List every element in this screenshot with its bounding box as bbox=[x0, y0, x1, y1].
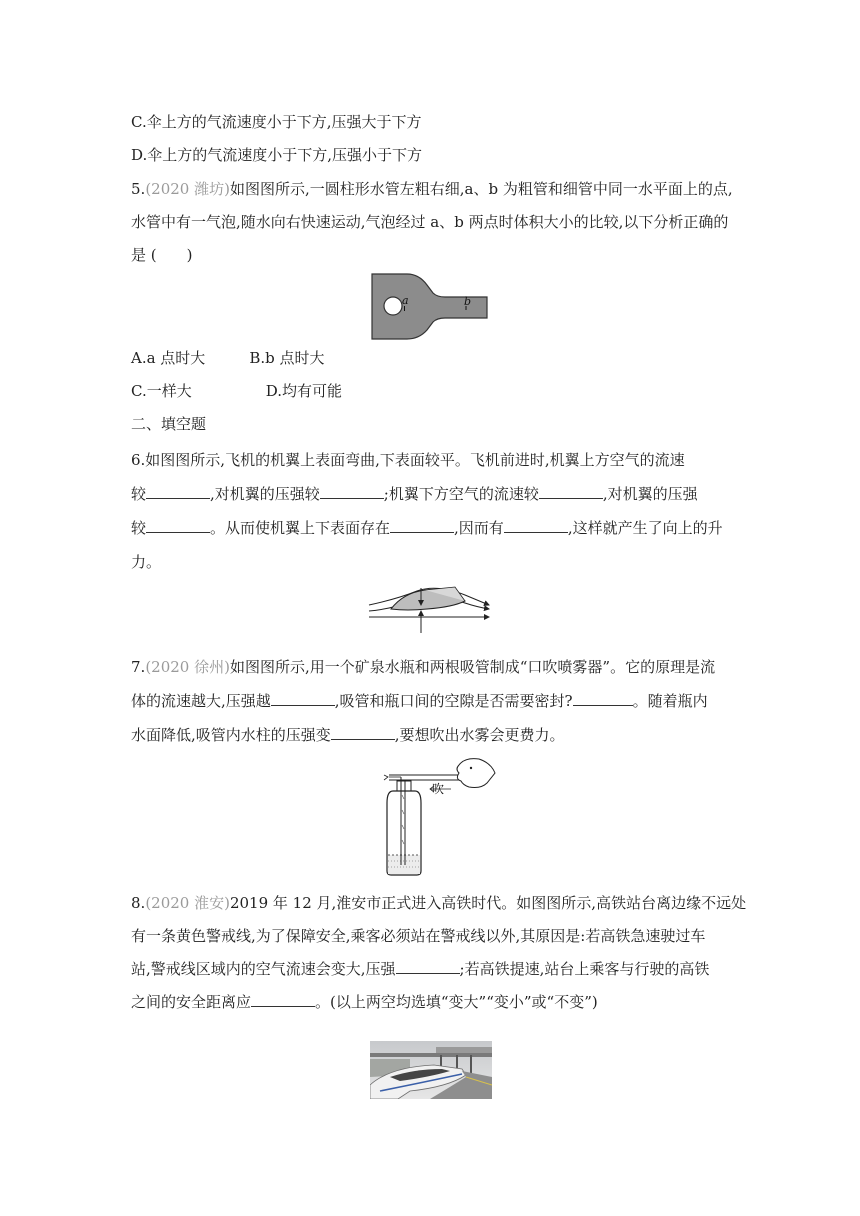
q8-source: (2020 淮安) bbox=[145, 894, 230, 912]
q6-text: ,对机翼的压强 bbox=[602, 485, 698, 503]
q8-text-1: 2019 年 12 月,淮安市正式进入高铁时代。如图图所示,高铁站台离边缘不远处 bbox=[229, 894, 747, 912]
air-bubble-icon bbox=[384, 297, 402, 315]
q5-line2: 水管中有一气泡,随水向右快速运动,气泡经过 a、b 两点时体积大小的比较,以下分析正确的 bbox=[131, 213, 729, 231]
q5-option-d: D.均有可能 bbox=[265, 382, 342, 400]
q6-text: 。从而使机翼上下表面存在 bbox=[210, 519, 391, 537]
q6-text: 较 bbox=[131, 485, 147, 503]
q6-line4: 力。 bbox=[131, 553, 162, 571]
q8-text: 。(以上两空均选填“变大”“变小”或“不变”) bbox=[315, 993, 598, 1011]
pipe-figure bbox=[371, 273, 489, 340]
answer-blank bbox=[390, 518, 454, 533]
q8-line1 bbox=[131, 893, 746, 913]
q4-option-c: C.伞上方的气流速度小于下方,压强大于下方 bbox=[131, 113, 422, 131]
face-icon bbox=[457, 759, 495, 788]
q7-line1 bbox=[131, 657, 715, 677]
q5-text-1: 如图图所示,一圆柱形水管左粗右细,a、b 为粗管和细管中同一水平面上的点, bbox=[229, 180, 733, 198]
q6-line3 bbox=[131, 518, 723, 538]
q7-text: 水面降低,吸管内水柱的压强变 bbox=[131, 726, 331, 744]
q7-text: 体的流速越大,压强越 bbox=[131, 692, 271, 710]
q8-line2: 有一条黄色警戒线,为了保障安全,乘客必须站在警戒线以外,其原因是:若高铁急速驶过车 bbox=[131, 927, 706, 945]
q5-option-c: C.一样大 bbox=[131, 382, 192, 400]
point-a-label: a bbox=[402, 294, 409, 307]
q6-text: ,这样就产生了向上的升 bbox=[567, 519, 723, 537]
q7-text: 。随着瓶内 bbox=[632, 692, 708, 710]
q8-text: ;若高铁提速,站台上乘客与行驶的高铁 bbox=[459, 960, 710, 978]
answer-blank bbox=[320, 484, 384, 499]
answer-blank bbox=[331, 725, 395, 740]
q7-line3 bbox=[131, 725, 565, 745]
q6-text: 较 bbox=[131, 519, 147, 537]
q6-text: ;机翼下方空气的流速较 bbox=[383, 485, 539, 503]
q7-source: (2020 徐州) bbox=[145, 658, 230, 676]
q8-line3 bbox=[131, 959, 709, 979]
q5-line1 bbox=[131, 179, 733, 199]
q4-option-d: D.伞上方的气流速度小于下方,压强小于下方 bbox=[131, 146, 423, 164]
answer-blank bbox=[504, 518, 568, 533]
answer-blank bbox=[573, 691, 633, 706]
train-photo bbox=[370, 1041, 492, 1099]
q7-text: ,吸管和瓶口间的空隙是否需要密封? bbox=[334, 692, 573, 710]
answer-blank bbox=[396, 959, 460, 974]
blow-label: 吹 bbox=[432, 782, 445, 796]
q5-option-b: B.b 点时大 bbox=[249, 349, 325, 367]
q6-text: ,因而有 bbox=[454, 519, 504, 537]
q8-text: 之间的安全距离应 bbox=[131, 993, 252, 1011]
answer-blank bbox=[146, 484, 210, 499]
q8-number: 8. bbox=[131, 894, 146, 912]
section-heading: 二、填空题 bbox=[131, 415, 207, 433]
q5-source: (2020 潍坊) bbox=[145, 180, 230, 198]
q6-text: ,对机翼的压强较 bbox=[210, 485, 320, 503]
q7-line2 bbox=[131, 691, 708, 711]
answer-blank bbox=[146, 518, 210, 533]
point-b-label: b bbox=[464, 295, 472, 308]
q5-option-a: A.a 点时大 bbox=[131, 349, 206, 367]
q6-line2 bbox=[131, 484, 698, 504]
q5-options-row2 bbox=[131, 381, 342, 401]
q7-text: ,要想吹出水雾会更费力。 bbox=[394, 726, 565, 744]
q6-line1: 6.如图图所示,飞机的机翼上表面弯曲,下表面较平。飞机前进时,机翼上方空气的流速 bbox=[131, 451, 685, 469]
q8-text: 站,警戒线区域内的空气流速会变大,压强 bbox=[131, 960, 396, 978]
answer-blank bbox=[251, 992, 315, 1007]
q7-text-1: 如图图所示,用一个矿泉水瓶和两根吸管制成“口吹喷雾器”。它的原理是流 bbox=[229, 658, 716, 676]
q5-options-row1 bbox=[131, 348, 324, 368]
sprayer-figure bbox=[383, 755, 501, 876]
q7-number: 7. bbox=[131, 658, 146, 676]
q5-line3: 是 ( ) bbox=[131, 246, 193, 264]
q5-number: 5. bbox=[131, 180, 146, 198]
answer-blank bbox=[271, 691, 335, 706]
answer-blank bbox=[539, 484, 603, 499]
airfoil-figure bbox=[367, 585, 491, 635]
q8-line4 bbox=[131, 992, 598, 1012]
